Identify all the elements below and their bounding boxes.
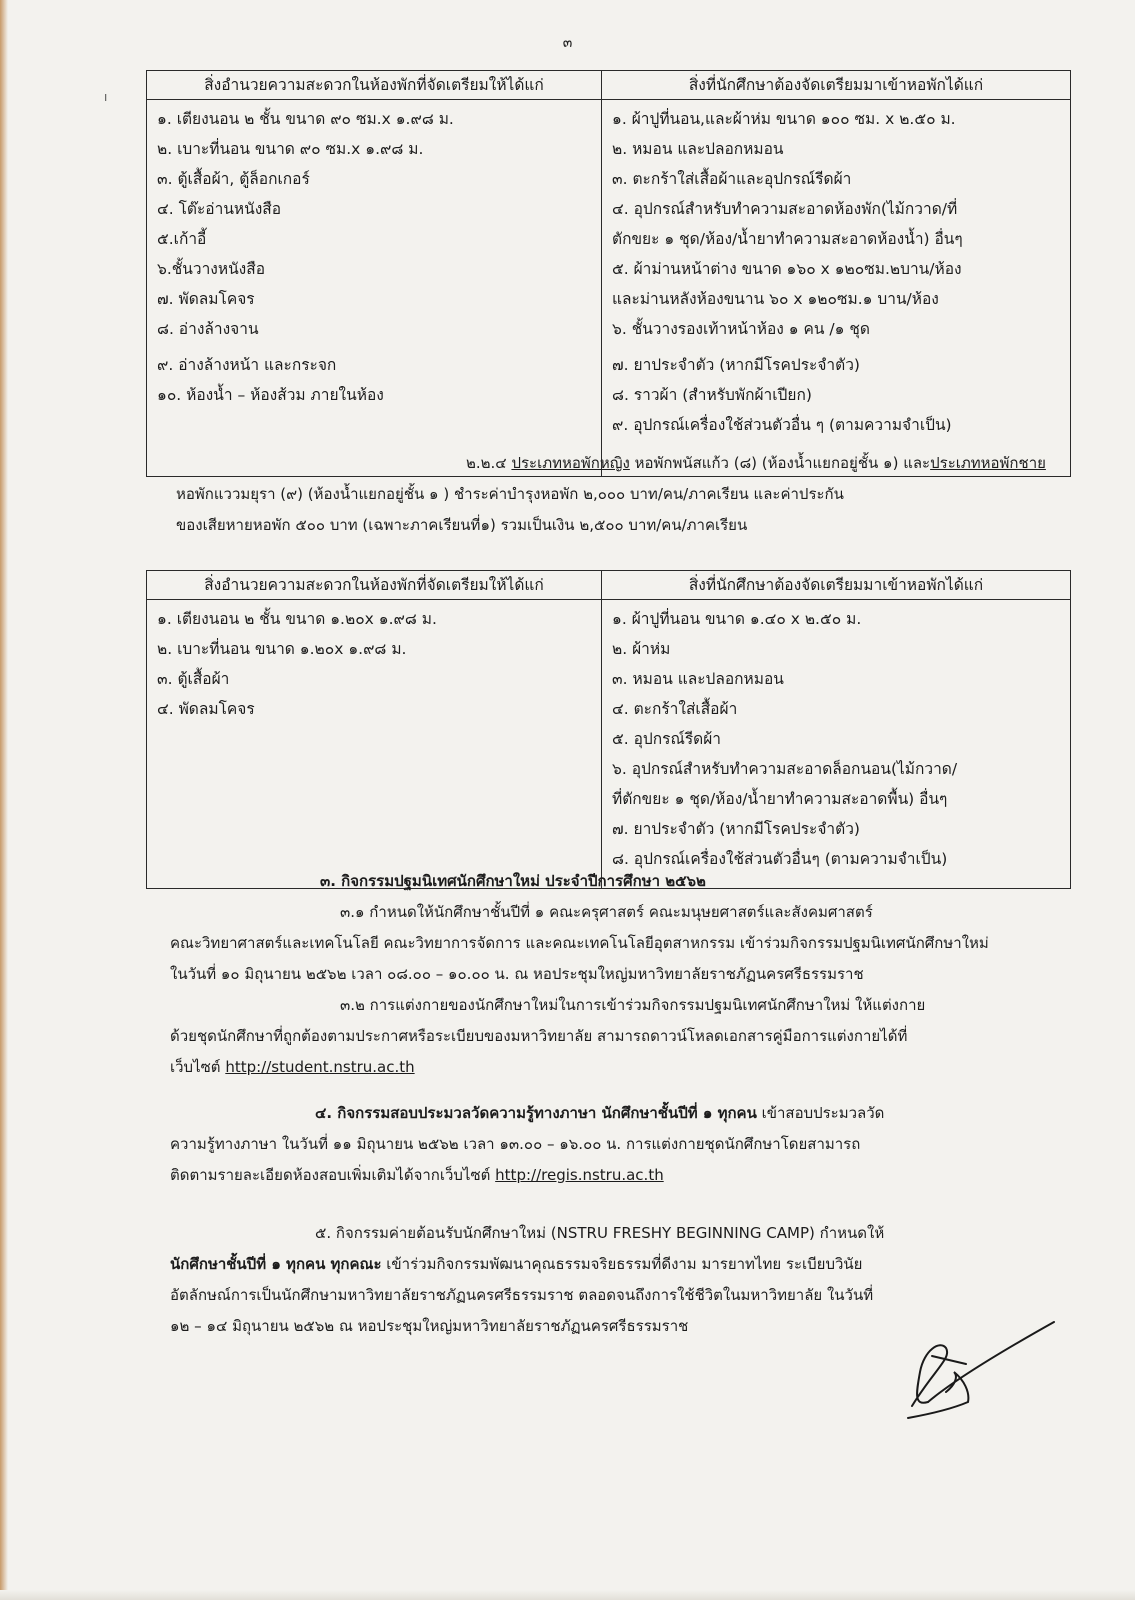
table-header-bring: สิ่งที่นักศึกษาต้องจัดเตรียมมาเข้าหอพักได้แก่ bbox=[602, 71, 1071, 100]
link-prefix: เว็บไซต์ bbox=[170, 1058, 226, 1076]
table-header-bring: สิ่งที่นักศึกษาต้องจัดเตรียมมาเข้าหอพักได้แก่ bbox=[602, 571, 1071, 600]
table-row bbox=[147, 100, 1071, 477]
list-item: ๗. ยาประจำตัว (หากมีโรคประจำตัว) bbox=[612, 820, 860, 838]
section-heading: ๕. กิจกรรมค่ายต้อนรับนักศึกษาใหม่ (NSTRU FRESHY BEGINNING CAMP) กำหนดให้ bbox=[315, 1224, 885, 1242]
list-item: ๑. เตียงนอน ๒ ชั้น ขนาด ๙๐ ซม.x ๑.๙๘ ม. bbox=[157, 110, 454, 128]
list-item: ๖.ชั้นวางหนังสือ bbox=[157, 260, 266, 278]
male-dorm-type: ประเภทหอพักชาย bbox=[930, 454, 1046, 472]
paragraph-line bbox=[170, 1160, 1030, 1191]
list-item: ๗. ยาประจำตัว (หากมีโรคประจำตัว) bbox=[612, 356, 860, 374]
page-edge-bottom bbox=[0, 1590, 1135, 1600]
dorm-amenities-table-1 bbox=[146, 70, 1071, 477]
list-item: ๑๐. ห้องน้ำ – ห้องส้วม ภายในห้อง bbox=[157, 386, 384, 404]
provided-items-cell bbox=[147, 100, 602, 477]
bring-items-cell bbox=[602, 600, 1071, 889]
list-item: ที่ตักขยะ ๑ ชุด/ห้อง/น้ำยาทำความสะอาดพื้น) อื่นๆ bbox=[612, 790, 948, 808]
dorm-amenities-table-2 bbox=[146, 570, 1071, 889]
list-item: ๔. พัดลมโคจร bbox=[157, 700, 255, 718]
list-item: ๓. ตู้เสื้อผ้า bbox=[157, 670, 230, 688]
paragraph-line: ความรู้ทางภาษา ในวันที่ ๑๑ มิถุนายน ๒๕๖๒ เวลา ๑๓.๐๐ – ๑๖.๐๐ น. การแต่งกายชุดนักศึกษาโดยสามารถ bbox=[170, 1135, 861, 1153]
paragraph-line: ๓.๒ การแต่งกายของนักศึกษาใหม่ในการเข้าร่วมกิจกรรมปฐมนิเทศนักศึกษาใหม่ ให้แต่งกาย bbox=[340, 996, 926, 1014]
section-language-exam bbox=[170, 1098, 1030, 1191]
paragraph-line bbox=[170, 1098, 1030, 1129]
list-item: ๔. อุปกรณ์สำหรับทำความสะอาดห้องพัก(ไม้กวาด/ที่ bbox=[612, 200, 958, 218]
paragraph-line: ๓.๑ กำหนดให้นักศึกษาชั้นปีที่ ๑ คณะครุศาสตร์ คณะมนุษยศาสตร์และสังคมศาสตร์ bbox=[340, 903, 873, 921]
list-item: ๓. หมอน และปลอกหมอน bbox=[612, 670, 784, 688]
paragraph-line bbox=[170, 1249, 1030, 1280]
page-number: ๓ bbox=[562, 35, 573, 51]
list-item: ๒. ผ้าห่ม bbox=[612, 640, 671, 658]
list-item: ๙. อ่างล้างหน้า และกระจก bbox=[157, 356, 337, 374]
list-item: ๕. ผ้าม่านหน้าต่าง ขนาด ๑๖๐ x ๑๒๐ซม.๒บาน/ห้อง bbox=[612, 260, 962, 278]
dorm-line-1 bbox=[176, 448, 1046, 479]
section-orientation bbox=[170, 866, 1030, 1083]
list-item: ๓. ตะกร้าใส่เสื้อผ้าและอุปกรณ์รีดผ้า bbox=[612, 170, 852, 188]
dorm-line-3: ของเสียหายหอพัก ๕๐๐ บาท (เฉพาะภาคเรียนที่๑) รวมเป็นเงิน ๒,๕๐๐ บาท/คน/ภาคเรียน bbox=[176, 516, 748, 534]
list-item: ๒. เบาะที่นอน ขนาด ๑.๒๐x ๑.๙๘ ม. bbox=[157, 640, 407, 658]
page-edge bbox=[0, 0, 8, 1600]
dorm-text: หอพักพนัสแก้ว (๘) (ห้องน้ำแยกอยู่ชั้น ๑) และ bbox=[629, 454, 931, 472]
margin-mark: ı bbox=[104, 90, 108, 104]
signature-mark bbox=[894, 1310, 1074, 1430]
regis-website-link[interactable]: http://regis.nstru.ac.th bbox=[495, 1166, 664, 1184]
list-item: ๓. ตู้เสื้อผ้า, ตู้ล็อกเกอร์ bbox=[157, 170, 310, 188]
dorm-line-2: หอพักแววมยุรา (๙) (ห้องน้ำแยกอยู่ชั้น ๑ ) ชำระค่าบำรุงหอพัก ๒,๐๐๐ บาท/คน/ภาคเรียน และค่าประกัน bbox=[176, 485, 844, 503]
table-header-row bbox=[147, 71, 1071, 100]
table-header-row bbox=[147, 571, 1071, 600]
list-item: ๒. หมอน และปลอกหมอน bbox=[612, 140, 784, 158]
list-item: ๑. เตียงนอน ๒ ชั้น ขนาด ๑.๒๐x ๑.๙๘ ม. bbox=[157, 610, 437, 628]
list-item: ๖. อุปกรณ์สำหรับทำความสะอาดล็อกนอน(ไม้กวาด/ bbox=[612, 760, 958, 778]
paragraph-text: เข้าสอบประมวลวัด bbox=[756, 1104, 885, 1122]
target-students: นักศึกษาชั้นปีที่ ๑ ทุกคน ทุกคณะ bbox=[170, 1255, 382, 1273]
table-row bbox=[147, 600, 1071, 889]
clause-number: ๒.๒.๔ bbox=[466, 454, 512, 472]
list-item: ๘. อุปกรณ์เครื่องใช้ส่วนตัวอื่นๆ (ตามความจำเป็น) bbox=[612, 850, 948, 868]
paragraph-line: ในวันที่ ๑๐ มิถุนายน ๒๕๖๒ เวลา ๐๘.๐๐ – ๑๐.๐๐ น. ณ หอประชุมใหญ่มหาวิทยาลัยราชภัฏนครศรีธรรมราช bbox=[170, 965, 864, 983]
provided-items-cell bbox=[147, 600, 602, 889]
table-header-provided: สิ่งอำนวยความสะดวกในห้องพักที่จัดเตรียมให้ได้แก่ bbox=[147, 71, 602, 100]
paragraph-line bbox=[170, 1052, 1030, 1083]
paragraph-line: อัตลักษณ์การเป็นนักศึกษามหาวิทยาลัยราชภัฏนครศรีธรรมราช ตลอดจนถึงการใช้ชีวิตในมหาวิทยาลัย ในวันที่ bbox=[170, 1286, 874, 1304]
paragraph-line: คณะวิทยาศาสตร์และเทคโนโลยี คณะวิทยาการจัดการ และคณะเทคโนโลยีอุตสาหกรรม เข้าร่วมกิจกรรมปฐมนิเทศนักศึกษาใหม่ bbox=[170, 934, 989, 952]
section-heading: ๓. กิจกรรมปฐมนิเทศนักศึกษาใหม่ ประจำปีการศึกษา ๒๕๖๒ bbox=[320, 872, 706, 890]
list-item: ๒. เบาะที่นอน ขนาด ๙๐ ซม.x ๑.๙๘ ม. bbox=[157, 140, 424, 158]
table-header-provided: สิ่งอำนวยความสะดวกในห้องพักที่จัดเตรียมให้ได้แก่ bbox=[147, 571, 602, 600]
list-item: และม่านหลังห้องขนาน ๖๐ x ๑๒๐ซม.๑ บาน/ห้อง bbox=[612, 290, 939, 308]
list-item: ๔. โต๊ะอ่านหนังสือ bbox=[157, 200, 282, 218]
bring-items-cell bbox=[602, 100, 1071, 477]
paragraph-line: ด้วยชุดนักศึกษาที่ถูกต้องตามประกาศหรือระเบียบของมหาวิทยาลัย สามารถดาวน์โหลดเอกสารคู่มือการแต่งกายได้ที่ bbox=[170, 1027, 908, 1045]
list-item: ๔. ตะกร้าใส่เสื้อผ้า bbox=[612, 700, 738, 718]
paragraph-text: เข้าร่วมกิจกรรมพัฒนาคุณธรรมจริยธรรมที่ดีงาม มารยาทไทย ระเบียบวินัย bbox=[381, 1255, 863, 1273]
paragraph-line: ๑๒ – ๑๔ มิถุนายน ๒๕๖๒ ณ หอประชุมใหญ่มหาวิทยาลัยราชภัฏนครศรีธรรมราช bbox=[170, 1317, 689, 1335]
list-item: ๕. อุปกรณ์รีดผ้า bbox=[612, 730, 721, 748]
student-website-link[interactable]: http://student.nstru.ac.th bbox=[225, 1058, 415, 1076]
list-item: ๑. ผ้าปูที่นอน ขนาด ๑.๔๐ x ๒.๕๐ ม. bbox=[612, 610, 862, 628]
list-item: ๘. ราวผ้า (สำหรับพักผ้าเปียก) bbox=[612, 386, 812, 404]
list-item: ๙. อุปกรณ์เครื่องใช้ส่วนตัวอื่น ๆ (ตามความจำเป็น) bbox=[612, 416, 952, 434]
list-item: ๗. พัดลมโคจร bbox=[157, 290, 255, 308]
female-dorm-type: ประเภทหอพักหญิง bbox=[511, 454, 630, 472]
list-item: ๖. ชั้นวางรองเท้าหน้าห้อง ๑ คน /๑ ชุด bbox=[612, 320, 870, 338]
section-heading: ๔. กิจกรรมสอบประมวลวัดความรู้ทางภาษา นักศึกษาชั้นปีที่ ๑ ทุกคน bbox=[315, 1104, 757, 1122]
list-item: ๕.เก้าอี้ bbox=[157, 230, 207, 248]
list-item: ๘. อ่างล้างจาน bbox=[157, 320, 259, 338]
list-item: ตักขยะ ๑ ชุด/ห้อง/น้ำยาทำความสะอาดห้องน้ำ) อื่นๆ bbox=[612, 230, 963, 248]
dorm-fee-paragraph bbox=[176, 448, 1046, 541]
link-prefix: ติดตามรายละเอียดห้องสอบเพิ่มเติมได้จากเว็บไซต์ bbox=[170, 1166, 496, 1184]
list-item: ๑. ผ้าปูที่นอน,และผ้าห่ม ขนาด ๑๐๐ ซม. x ๒.๕๐ ม. bbox=[612, 110, 956, 128]
